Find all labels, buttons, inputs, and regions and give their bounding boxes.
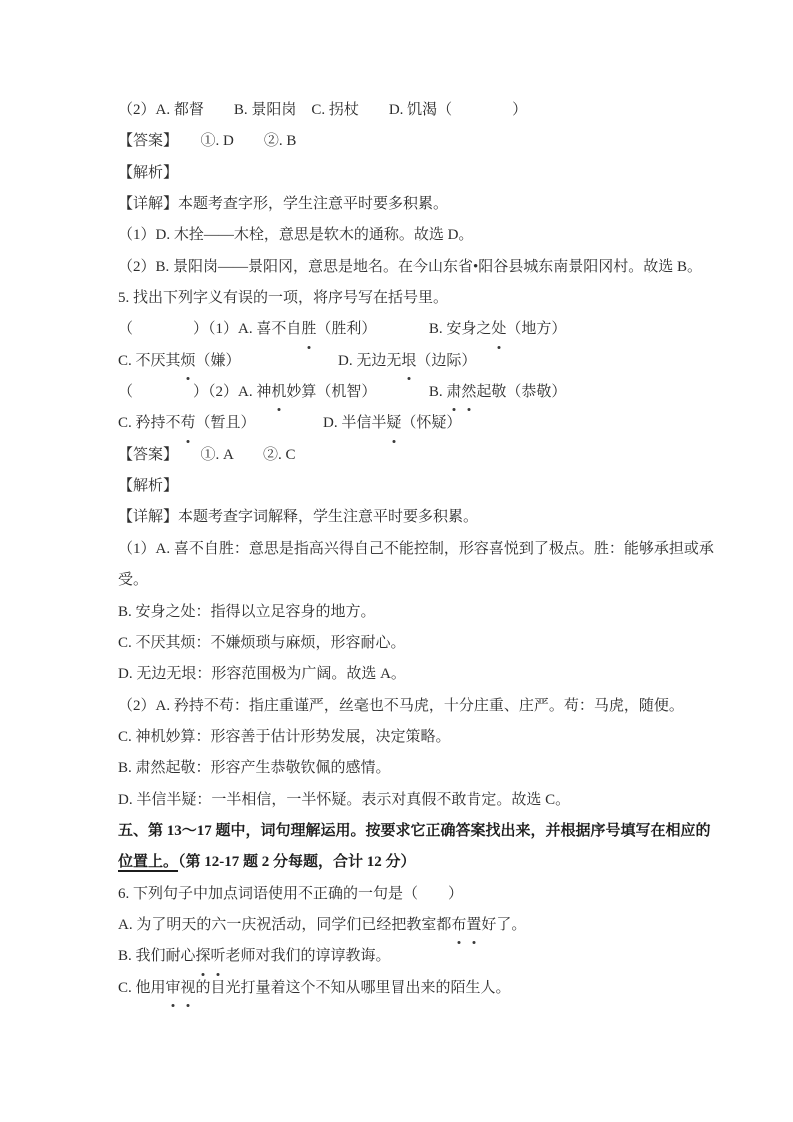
- text-segment: D. 无边无垠：形容范围极为广阔。故选 A。: [118, 666, 406, 683]
- text-segment: 的目光打量着这个不知从哪里冒出来的陌生人。: [195, 979, 511, 996]
- section-5-header-line2: [118, 847, 678, 878]
- text-segment: （怀疑）: [401, 415, 462, 432]
- q5-answer: [118, 440, 678, 471]
- text-segment: 五、第 13～17 题中，词句理解运用。按要求它正确答案找出来，并根据序号填写在相应的: [118, 822, 711, 839]
- text-segment: （2）B. 景阳岗——景阳冈，意思是地名。在今山东省•阳谷县城东南景阳冈村。故选 B。: [118, 258, 703, 275]
- q6-option-c: [118, 973, 678, 1004]
- q5-detail-1a: [118, 534, 714, 565]
- emphasized-char: 疑: [386, 408, 401, 439]
- q4-analysis-label: [118, 158, 678, 189]
- q4-detail-2: [118, 252, 703, 283]
- q4-detail: [118, 189, 678, 220]
- q5-1-options-cd: [118, 346, 678, 377]
- q5-1-options-ab: [118, 314, 678, 345]
- q6-option-b: [118, 941, 678, 972]
- text-segment: 好了。: [481, 916, 527, 933]
- text-segment: 【解析】: [118, 478, 179, 495]
- q6-option-a: [118, 910, 678, 941]
- emphasized-char: 肃: [446, 377, 461, 408]
- emphasized-char: 置: [466, 910, 481, 941]
- emphasized-char: 苟: [181, 408, 196, 439]
- emphasized-char: 胜: [301, 314, 316, 345]
- text-segment: C. 他用: [118, 979, 166, 996]
- q5-stem: [118, 283, 678, 314]
- q5-detail: [118, 502, 678, 533]
- text-segment: （1）A. 喜不自胜：意思是指高兴得自己不能控制，形容喜悦到了极点。胜：能够承担或承: [118, 540, 714, 557]
- emphasized-char: 听: [211, 941, 226, 972]
- document-body: [118, 95, 714, 1004]
- q5-analysis-label: [118, 471, 678, 502]
- text-segment: 受。: [118, 572, 149, 589]
- text-segment: B. 我们耐心: [118, 948, 196, 965]
- q4-2-options: [118, 95, 678, 126]
- text-segment: 老师对我们的谆谆教诲。: [225, 948, 391, 965]
- text-segment: 6. 下列句子中加点词语使用不正确的一句是（ ）: [118, 885, 464, 902]
- text-segment: C. 不厌其烦：不嫌烦琐与麻烦，形容耐心。: [118, 634, 406, 651]
- emphasized-char: 烦: [181, 346, 196, 377]
- text-segment: 起敬（恭敬）: [476, 384, 567, 401]
- text-segment: 妙算（机智） B.: [286, 384, 447, 401]
- text-segment: （地方）: [506, 321, 567, 338]
- text-segment: D. 半信半疑：一半相信，一半怀疑。表示对真假不敢肯定。故选 C。: [118, 791, 571, 808]
- text-segment: C. 神机妙算：形容善于估计形势发展，决定策略。: [118, 728, 451, 745]
- text-segment: （嫌） D. 无边无: [195, 352, 402, 369]
- text-segment: 【详解】本题考查字词解释，学生注意平时要多积累。: [118, 509, 479, 526]
- text-segment: （1）D. 木拴——木栓，意思是软木的通称。故选 D。: [118, 227, 474, 244]
- q4-detail-1: [118, 220, 678, 251]
- text-segment: （胜利） B. 安身之: [316, 321, 492, 338]
- q5-detail-1c: [118, 628, 678, 659]
- text-segment: （边际）: [416, 352, 477, 369]
- text-segment: （2）A. 矜持不苟：指庄重谨严，丝毫也不马虎，十分庄重、庄严。苟：马虎，随便。: [118, 697, 684, 714]
- text-segment: （ ）（1）A. 喜不自: [118, 321, 302, 338]
- q5-detail-2a: [118, 691, 684, 722]
- q6-stem: [118, 879, 678, 910]
- emphasized-char: 布: [451, 910, 466, 941]
- q4-answer: [118, 126, 678, 157]
- section-5-header-line1: [118, 816, 711, 847]
- text-segment: （2）A. 都督 B. 景阳岗 C. 拐杖 D. 饥渴（ ）: [118, 102, 528, 118]
- q5-detail-1a-cont: [118, 565, 678, 596]
- text-segment: B. 安身之处：指得以立足容身的地方。: [118, 603, 376, 620]
- emphasized-char: 然: [461, 377, 476, 408]
- emphasized-char: 机: [271, 377, 286, 408]
- text-segment: 【解析】: [118, 164, 179, 181]
- text-segment: 5. 找出下列字义有误的一项，将序号写在括号里。: [118, 290, 449, 307]
- text-segment: A. 为了明天的六一庆祝活动，同学们已经把教室都: [118, 916, 452, 933]
- q5-2-options-ab: [118, 377, 678, 408]
- text-segment: 【详解】本题考查字形，学生注意平时要多积累。: [118, 196, 449, 213]
- emphasized-char: 审: [166, 973, 181, 1004]
- text-segment: （ ）（2）A. 神: [118, 384, 272, 401]
- text-segment: 【答案】 ①. D ②. B: [118, 133, 297, 150]
- emphasized-char: 处: [491, 314, 506, 345]
- q5-detail-1b: [118, 597, 678, 628]
- emphasized-char: 垠: [401, 346, 416, 377]
- emphasized-char: 视: [181, 973, 196, 1004]
- text-segment: 【答案】 ①. A ②. C: [118, 446, 296, 463]
- q5-detail-2b: [118, 753, 678, 784]
- underlined-text: 位置上。: [118, 854, 179, 871]
- q5-detail-1d: [118, 659, 678, 690]
- q5-detail-2d: [118, 785, 678, 816]
- text-segment: C. 不厌其: [118, 352, 181, 369]
- q5-2-options-cd: [118, 408, 678, 439]
- q5-detail-2c: [118, 722, 678, 753]
- text-segment: B. 肃然起敬：形容产生恭敬钦佩的感情。: [118, 760, 391, 777]
- text-segment: （暂且） D. 半信半: [195, 415, 387, 432]
- text-segment: （第 12-17 题 2 分每题，合计 12 分）: [178, 854, 416, 871]
- text-segment: C. 矜持不: [118, 415, 181, 432]
- emphasized-char: 探: [196, 941, 211, 972]
